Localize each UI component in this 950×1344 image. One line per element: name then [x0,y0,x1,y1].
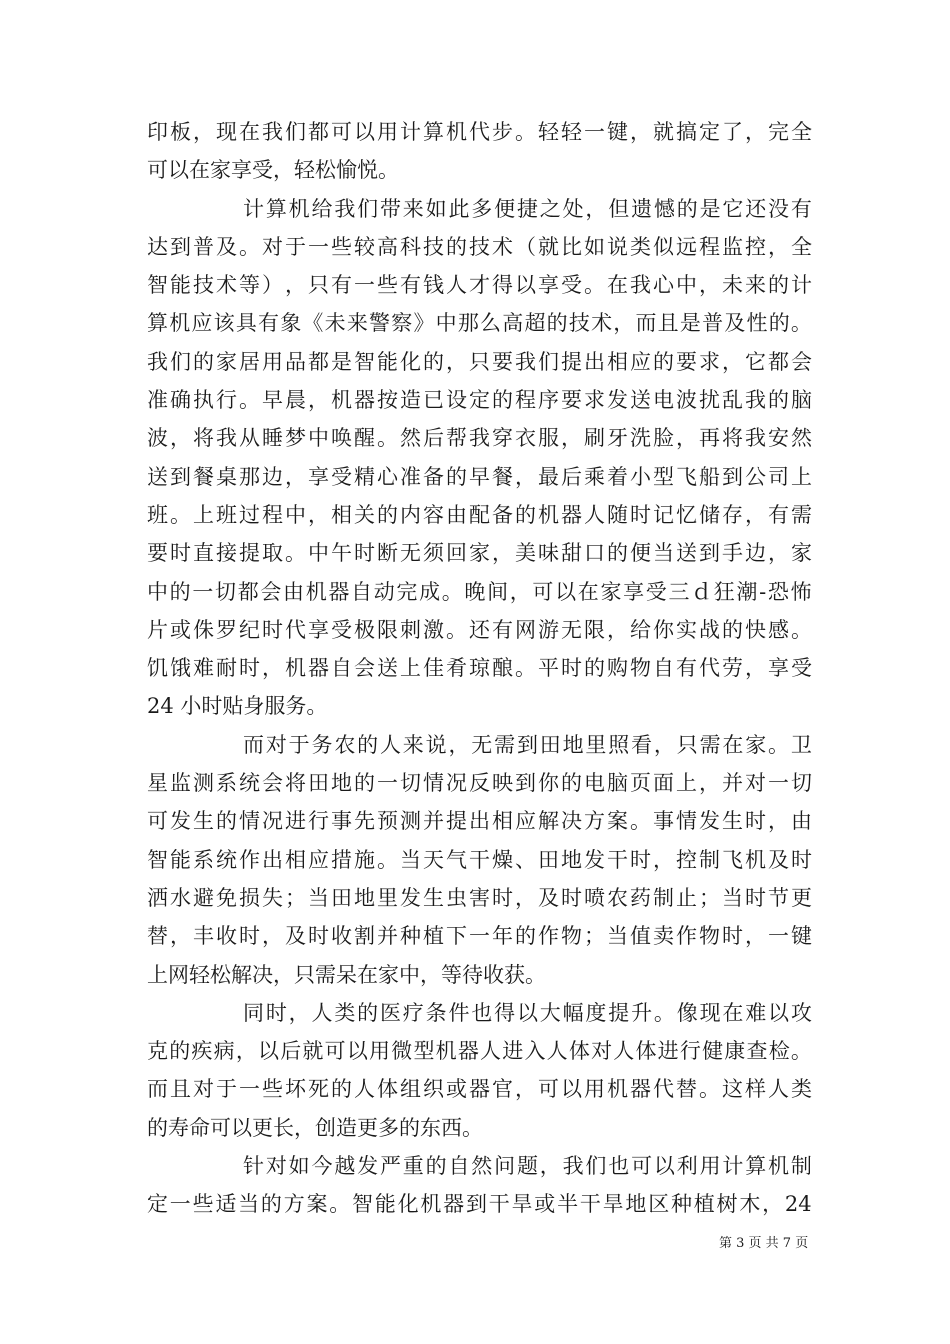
text-line: 波 ， 将 我 从 睡 梦 中 唤 醒 。 然 后 帮 我 穿 衣 服 ， 刷 牙 洗 脸 ， 再 将 我 安 然 [147,426,812,451]
text-line: 中 的 一 切 都 会 由 机 器 自 动 完 成 。 晚 间 ， 可 以 在 家 享 受 三 ｄ 狂 潮 - 恐 怖 [147,579,812,604]
text-line: 替 ， 丰 收 时 ， 及 时 收 割 并 种 植 下 一 年 的 作 物 ； 当 值 卖 作 物 时 ， 一 键 [147,924,812,949]
text-line: 智 能 系 统 作 出 相 应 措 施 。 当 天 气 干 燥 、 田 地 发 干 时 ， 控 制 飞 机 及 时 [147,847,812,872]
text-line: 上网轻松解决，只需呆在家中，等待收获。 [147,962,546,987]
text-line: 可 发 生 的 情 况 进 行 事 先 预 测 并 提 出 相 应 解 决 方 案 。 事 情 发 生 时 ， 由 [147,809,812,834]
text-line: 送 到 餐 桌 那 边 ， 享 受 精 心 准 备 的 早 餐 ， 最 后 乘 着 小 型 飞 船 到 公 司 上 [147,464,812,489]
text-line: 而 且 对 于 一 些 坏 死 的 人 体 组 织 或 器 官 ， 可 以 用 机 器 代 替 。 这 样 人 类 [147,1077,812,1102]
text-line: 班 。 上 班 过 程 中 ， 相 关 的 内 容 由 配 备 的 机 器 人 随 时 记 忆 储 存 ， 有 需 [147,502,812,527]
text-line: 达 到 普 及 。 对 于 一 些 较 高 科 技 的 技 术 （ 就 比 如 说 类 似 远 程 监 控 ， 全 [147,234,812,259]
document-body [147,113,812,1224]
text-line: 计 算 机 给 我 们 带 来 如 此 多 便 捷 之 处 ， 但 遗 憾 的 是 它 还 没 有 [243,196,812,221]
text-line: 智 能 技 术 等 ） ， 只 有 一 些 有 钱 人 才 得 以 享 受 。 在 我 心 中 ， 未 来 的 计 [147,273,812,298]
text-line: 24 小时贴身服务。 [147,694,328,719]
text-line: 我 们 的 家 居 用 品 都 是 智 能 化 的 ， 只 要 我 们 提 出 相 应 的 要 求 ， 它 都 会 [147,349,812,374]
text-line: 饥 饿 难 耐 时 ， 机 器 自 会 送 上 佳 肴 琼 酿 。 平 时 的 购 物 自 有 代 劳 ， 享 受 [147,656,812,681]
text-line: 印 板 ， 现 在 我 们 都 可 以 用 计 算 机 代 步 。 轻 轻 一 键 ， 就 搞 定 了 ， 完 全 [147,120,812,144]
page-number: 第 3 页 共 7 页 [719,1236,809,1251]
text-line: 同 时 ， 人 类 的 医 疗 条 件 也 得 以 大 幅 度 提 升 。 像 现 在 难 以 攻 [243,1000,812,1025]
text-line: 定 一 些 适 当 的 方 案 。 智 能 化 机 器 到 干 旱 或 半 干 旱 地 区 种 植 树 木 ， 24 [147,1192,812,1217]
text-line: 星 监 测 系 统 会 将 田 地 的 一 切 情 况 反 映 到 你 的 电 脑 页 面 上 ， 并 对 一 切 [147,771,812,796]
text-line: 准 确 执 行 。 早 晨 ， 机 器 按 造 已 设 定 的 程 序 要 求 发 送 电 波 扰 乱 我 的 脑 [147,388,812,413]
text-line: 而 对 于 务 农 的 人 来 说 ， 无 需 到 田 地 里 照 看 ， 只 需 在 家 。 卫 [243,732,812,757]
text-line: 要 时 直 接 提 取 。 中 午 时 断 无 须 回 家 ， 美 味 甜 口 的 便 当 送 到 手 边 ， 家 [147,541,812,566]
text-line: 克 的 疾 病 ， 以 后 就 可 以 用 微 型 机 器 人 进 入 人 体 对 人 体 进 行 健 康 查 检 。 [147,1039,812,1064]
text-line: 算 机 应 该 具 有 象 《 未 来 警 察 》 中 那 么 高 超 的 技 术 ， 而 且 是 普 及 性 的 。 [147,311,812,336]
text-line: 洒 水 避 免 损 失 ； 当 田 地 里 发 生 虫 害 时 ， 及 时 喷 农 药 制 止 ； 当 时 节 更 [147,885,812,910]
text-line: 片 或 侏 罗 纪 时 代 享 受 极 限 刺 激 。 还 有 网 游 无 限 ， 给 你 实 战 的 快 感 。 [147,617,812,642]
text-line: 可以在家享受，轻松愉悦。 [147,158,399,183]
text-line: 的寿命可以更长，创造更多的东西。 [147,1115,483,1140]
text-line: 针 对 如 今 越 发 严 重 的 自 然 问 题 ， 我 们 也 可 以 利 用 计 算 机 制 [243,1154,812,1179]
